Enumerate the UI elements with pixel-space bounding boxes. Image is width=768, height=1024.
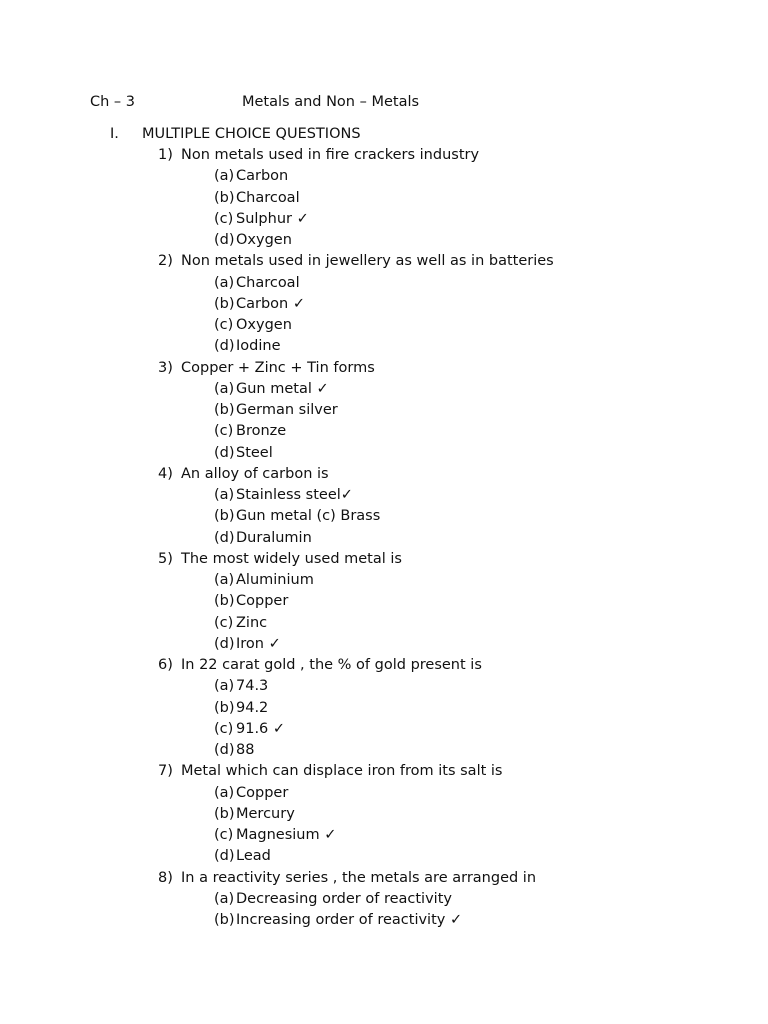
option-label: (c) bbox=[214, 423, 234, 440]
answer-option bbox=[158, 910, 718, 931]
question-number: 6) bbox=[158, 657, 173, 673]
question-text: Metal which can displace iron from its salt is bbox=[181, 763, 503, 780]
answer-option bbox=[158, 591, 718, 612]
question-item bbox=[158, 145, 718, 166]
option-text: 88 bbox=[236, 742, 255, 758]
option-text: Lead bbox=[236, 848, 271, 865]
option-text: Copper bbox=[236, 593, 289, 610]
answer-option bbox=[158, 209, 718, 230]
option-text: 94.2 bbox=[236, 699, 269, 716]
answer-option bbox=[158, 825, 718, 846]
option-text: German silver bbox=[236, 402, 338, 418]
option-label: (d) bbox=[214, 742, 235, 758]
option-text: Iron ✓ bbox=[236, 635, 281, 652]
option-text: Aluminium bbox=[236, 572, 314, 588]
question-text: The most widely used metal is bbox=[181, 550, 402, 567]
option-label: (c) bbox=[214, 827, 234, 843]
question-number: 7) bbox=[158, 763, 173, 780]
question-number: 1) bbox=[158, 147, 173, 163]
option-text: Stainless steel✓ bbox=[236, 487, 353, 503]
question-text: In a reactivity series , the metals are arranged in bbox=[181, 869, 537, 886]
option-text: Oxygen bbox=[236, 317, 292, 333]
option-label: (c) bbox=[214, 317, 234, 333]
section-title: MULTIPLE CHOICE QUESTIONS bbox=[142, 126, 361, 142]
option-label: (d) bbox=[214, 529, 235, 546]
question-item bbox=[158, 761, 718, 782]
answer-option bbox=[158, 846, 718, 867]
option-label: (d) bbox=[214, 444, 235, 461]
option-label: (b) bbox=[214, 912, 235, 928]
option-label: (c) bbox=[214, 210, 234, 227]
answer-option bbox=[158, 485, 718, 506]
option-label: (d) bbox=[214, 232, 235, 248]
answer-option bbox=[158, 166, 718, 187]
answer-option bbox=[158, 336, 718, 357]
option-text: Copper bbox=[236, 784, 289, 801]
answer-option bbox=[158, 804, 718, 825]
question-item bbox=[158, 464, 718, 485]
option-text: Carbon ✓ bbox=[236, 295, 305, 312]
option-label: (b) bbox=[214, 593, 235, 610]
option-text: Steel bbox=[236, 444, 273, 461]
option-text: 91.6 ✓ bbox=[236, 720, 286, 737]
option-label: (b) bbox=[214, 508, 235, 525]
option-text: Zinc bbox=[236, 614, 268, 631]
question-text: Non metals used in jewellery as well as in batteries bbox=[181, 253, 554, 270]
answer-option bbox=[158, 379, 718, 400]
answer-option bbox=[158, 719, 718, 740]
option-label: (d) bbox=[214, 338, 235, 355]
option-label: (a) bbox=[214, 168, 235, 185]
option-label: (a) bbox=[214, 678, 235, 695]
option-text: Oxygen bbox=[236, 232, 292, 248]
option-text: Sulphur ✓ bbox=[236, 210, 309, 227]
option-label: (b) bbox=[214, 295, 235, 312]
question-text: Copper + Zinc + Tin forms bbox=[181, 359, 375, 376]
option-label: (a) bbox=[214, 274, 235, 291]
answer-option bbox=[158, 676, 718, 697]
option-text: Bronze bbox=[236, 423, 287, 440]
answer-option bbox=[158, 506, 718, 527]
option-text: Mercury bbox=[236, 805, 295, 822]
option-label: (a) bbox=[214, 572, 235, 588]
option-label: (d) bbox=[214, 635, 235, 652]
chapter-title: Metals and Non – Metals bbox=[242, 94, 420, 110]
option-text: Duralumin bbox=[236, 529, 312, 546]
answer-option bbox=[158, 698, 718, 719]
option-text: Carbon bbox=[236, 168, 289, 185]
question-list bbox=[158, 145, 718, 931]
option-label: (a) bbox=[214, 784, 235, 801]
question-number: 2) bbox=[158, 253, 173, 270]
question-number: 8) bbox=[158, 869, 173, 886]
answer-option bbox=[158, 273, 718, 294]
question-item bbox=[158, 549, 718, 570]
option-label: (a) bbox=[214, 890, 235, 907]
option-label: (a) bbox=[214, 380, 235, 397]
section-number: I. bbox=[110, 126, 119, 142]
option-text: Decreasing order of reactivity bbox=[236, 890, 452, 907]
question-number: 3) bbox=[158, 359, 173, 376]
question-item bbox=[158, 868, 718, 889]
answer-option bbox=[158, 421, 718, 442]
question-number: 4) bbox=[158, 465, 173, 482]
option-label: (b) bbox=[214, 189, 235, 206]
question-item bbox=[158, 358, 718, 379]
question-item bbox=[158, 655, 718, 676]
option-label: (c) bbox=[214, 614, 234, 631]
option-label: (d) bbox=[214, 848, 235, 865]
option-label: (a) bbox=[214, 487, 235, 503]
option-text: Iodine bbox=[236, 338, 281, 355]
option-label: (b) bbox=[214, 402, 235, 418]
option-text: Charcoal bbox=[236, 274, 300, 291]
option-label: (b) bbox=[214, 699, 235, 716]
answer-option bbox=[158, 294, 718, 315]
option-text: Charcoal bbox=[236, 189, 300, 206]
answer-option bbox=[158, 570, 718, 591]
option-text: 74.3 bbox=[236, 678, 269, 695]
answer-option bbox=[158, 740, 718, 761]
answer-option bbox=[158, 783, 718, 804]
question-item bbox=[158, 251, 718, 272]
question-text: Non metals used in fire crackers industry bbox=[181, 147, 480, 163]
answer-option bbox=[158, 188, 718, 209]
option-text: Increasing order of reactivity ✓ bbox=[236, 912, 463, 928]
answer-option bbox=[158, 613, 718, 634]
answer-option bbox=[158, 230, 718, 251]
option-label: (c) bbox=[214, 720, 234, 737]
option-text: Gun metal ✓ bbox=[236, 380, 329, 397]
answer-option bbox=[158, 443, 718, 464]
answer-option bbox=[158, 400, 718, 421]
answer-option bbox=[158, 889, 718, 910]
question-text: In 22 carat gold , the % of gold present is bbox=[181, 657, 482, 673]
option-text: Magnesium ✓ bbox=[236, 827, 337, 843]
page-header bbox=[90, 92, 690, 112]
section-heading bbox=[110, 124, 610, 144]
answer-option bbox=[158, 634, 718, 655]
chapter-number: Ch – 3 bbox=[90, 94, 136, 110]
answer-option bbox=[158, 528, 718, 549]
option-label: (b) bbox=[214, 805, 235, 822]
question-number: 5) bbox=[158, 550, 173, 567]
question-text: An alloy of carbon is bbox=[181, 465, 329, 482]
answer-option bbox=[158, 315, 718, 336]
option-text: Gun metal (c) Brass bbox=[236, 508, 381, 525]
